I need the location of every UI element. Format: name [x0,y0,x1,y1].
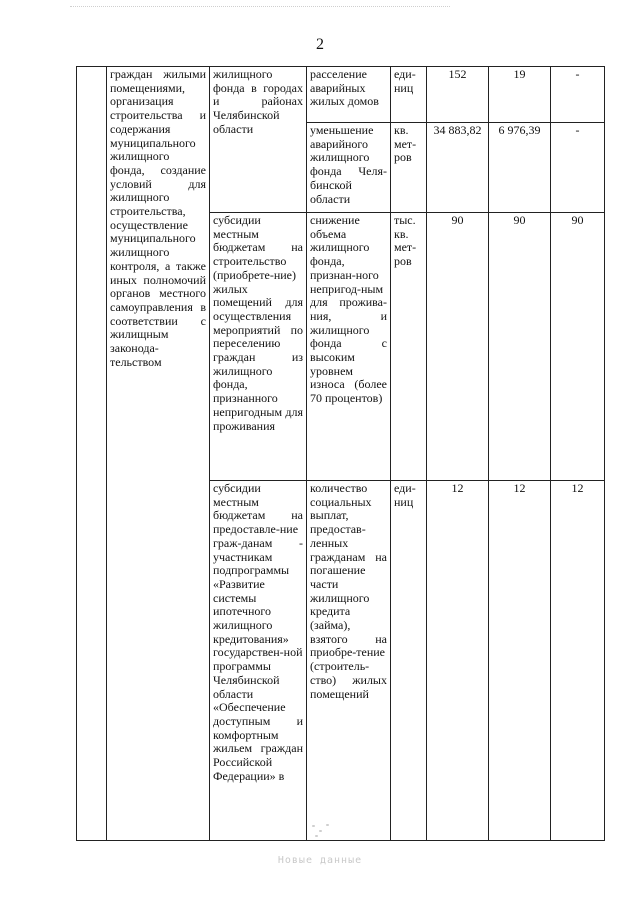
value-cell: 152 [427,67,489,123]
unit-cell: тыс. кв. мет-ров [391,213,427,481]
unit-cell: кв. мет-ров [391,123,427,213]
value-cell: 6 976,39 [489,123,551,213]
value-cell: 12 [489,481,551,841]
indicator-cell: снижение объема жилищного фонда, признан-ного непригод-ным для прожива-ния, и жилищного фонда с высоким уровнем износа (более 70 процентов) [307,213,391,481]
unit-cell: еди-ниц [391,67,427,123]
value-cell: 34 883,82 [427,123,489,213]
indicator-cell: расселение аварийных жилых домов [307,67,391,123]
program-table [76,66,605,841]
number-column-cell [77,67,107,841]
measure-cell: субсидии местным бюджетам на строительство (приобрете-ние) жилых помещений для осуществления мероприятий по переселению граждан из жилищного фонда, признанного непригодным для проживания [210,213,307,481]
value-cell: 19 [489,67,551,123]
value-cell: 90 [427,213,489,481]
value-cell: 90 [551,213,605,481]
value-cell: 90 [489,213,551,481]
scan-noise-line [70,6,450,11]
table-row [77,67,605,123]
task-description-cell: граждан жилыми помещениями, организация строительства и содержания муниципального жилищного фонда, создание условий для жилищного строительства, осуществление муниципального жилищного контроля, а также иных полномочий органов местного самоуправления в соответствии с жилищным законода-тельством [107,67,210,841]
page-number: 2 [316,36,324,53]
value-cell: 12 [551,481,605,841]
value-cell: - [551,67,605,123]
scan-specks [310,822,340,840]
value-cell: 12 [427,481,489,841]
indicator-cell: количество социальных выплат, предостав-ленных гражданам на погашение части жилищного кредита (займа), взятого на приобре-тение (строитель-ство) жилых помещений [307,481,391,841]
faded-footer-stamp: Новые данные [277,855,363,866]
measure-cell: жилищного фонда в городах и районах Челябинской области [210,67,307,213]
measure-cell: субсидии местным бюджетам на предоставле-ние граж-данам - участникам подпрограммы «Развитие системы ипотечного жилищного кредитования» государствен-ной программы Челябинской области «Обеспечение доступным и комфортным жильем граждан Российской Федерации» в [210,481,307,841]
value-cell: - [551,123,605,213]
unit-cell: еди-ниц [391,481,427,841]
indicator-cell: уменьшение аварийного жилищного фонда Челя-бинской области [307,123,391,213]
